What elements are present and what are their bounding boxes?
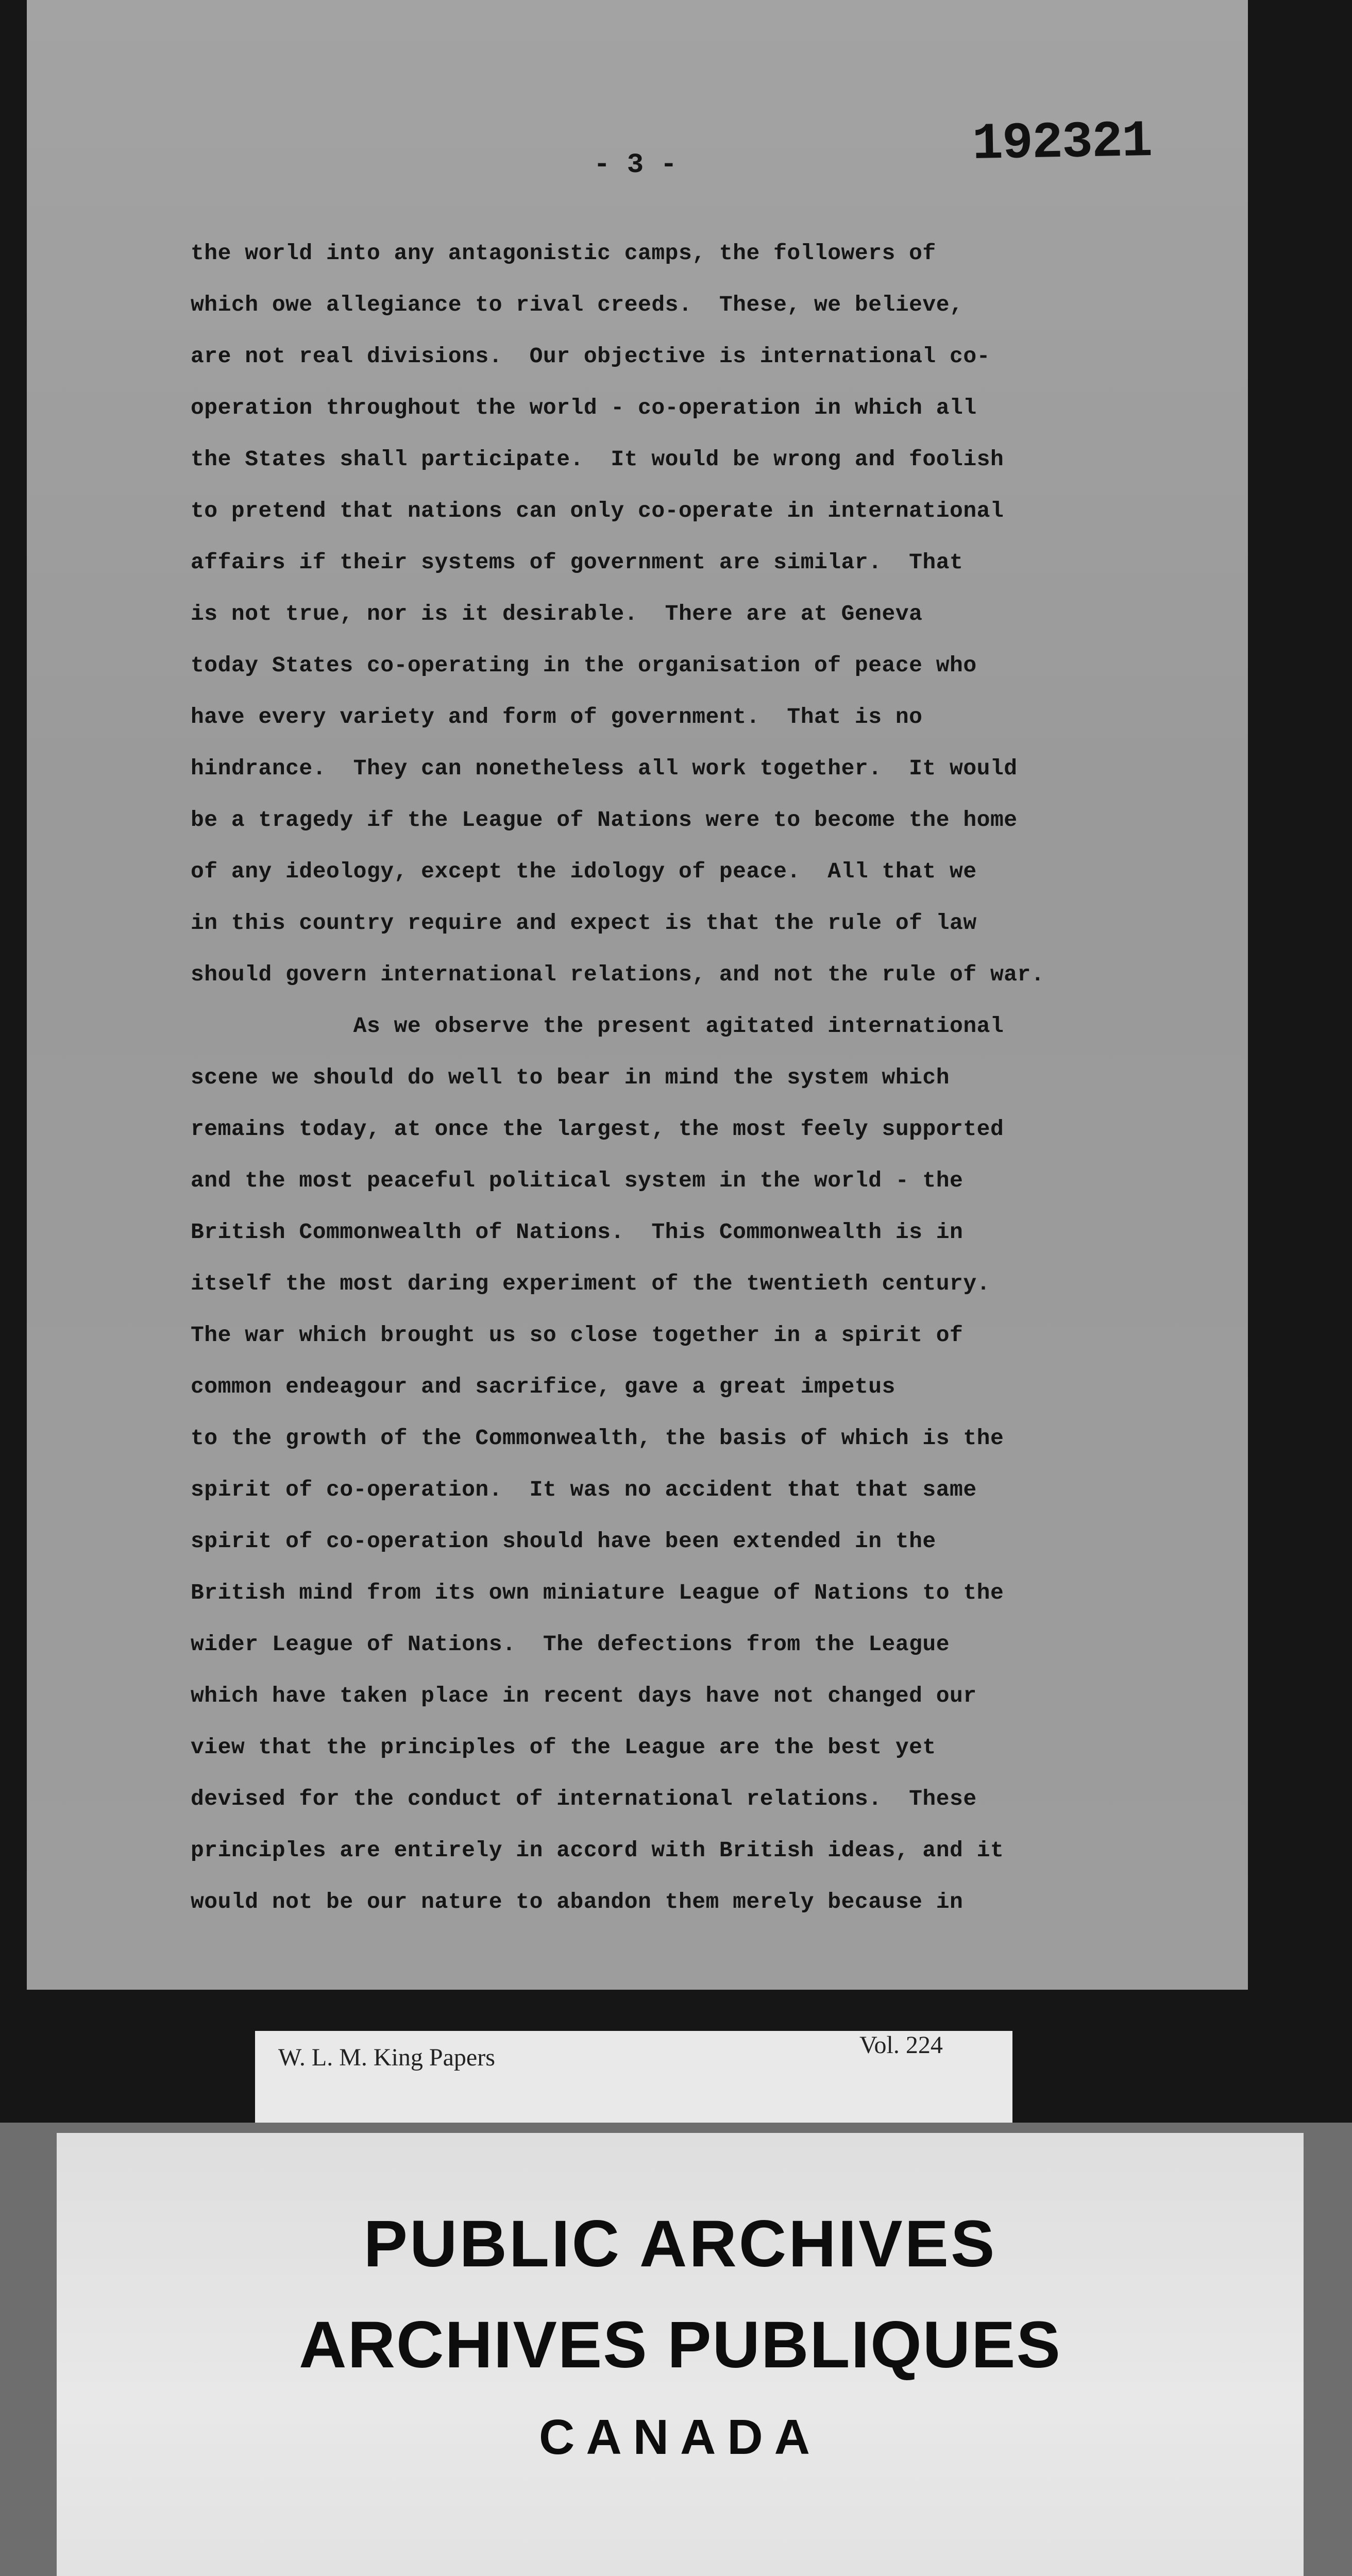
text-line: spirit of co-operation should have been extended in the xyxy=(191,1529,936,1554)
text-line: which have taken place in recent days have not changed our xyxy=(191,1683,977,1708)
typed-page xyxy=(27,0,1248,1990)
text-line: The war which brought us so close together in a spirit of xyxy=(191,1323,964,1348)
text-line: scene we should do well to bear in mind the system which xyxy=(191,1065,950,1090)
text-line: British Commonwealth of Nations. This Commonwealth is in xyxy=(191,1219,964,1245)
text-line: British mind from its own miniature League of Nations to the xyxy=(191,1580,1004,1605)
text-line: itself the most daring experiment of the twentieth century. xyxy=(191,1271,990,1296)
text-line: today States co-operating in the organisation of peace who xyxy=(191,653,977,678)
text-line: which owe allegiance to rival creeds. These, we believe, xyxy=(191,292,964,317)
text-line: in this country require and expect is that the rule of law xyxy=(191,910,977,936)
text-line: the States shall participate. It would be wrong and foolish xyxy=(191,447,1004,472)
text-line: is not true, nor is it desirable. There are at Geneva xyxy=(191,601,923,626)
text-line: should govern international relations, and not the rule of war. xyxy=(191,962,1045,987)
text-line: operation throughout the world - co-operation in which all xyxy=(191,395,977,420)
collection-name: W. L. M. King Papers xyxy=(278,2044,495,2071)
page-number: - 3 - xyxy=(594,149,678,181)
text-line: wider League of Nations. The defections from the League xyxy=(191,1632,950,1657)
text-line: affairs if their systems of government are similar. That xyxy=(191,550,964,575)
text-line: to pretend that nations can only co-operate in international xyxy=(191,498,1004,523)
text-line: devised for the conduct of international relations. These xyxy=(191,1786,977,1811)
text-line: the world into any antagonistic camps, the followers of xyxy=(191,241,936,266)
text-line: remains today, at once the largest, the most feely supported xyxy=(191,1116,1004,1142)
text-line: to the growth of the Commonwealth, the basis of which is the xyxy=(191,1426,1004,1451)
text-line: principles are entirely in accord with British ideas, and it xyxy=(191,1838,1004,1863)
text-line: spirit of co-operation. It was no accident that that same xyxy=(191,1477,977,1502)
text-line: common endeagour and sacrifice, gave a great impetus xyxy=(191,1374,895,1399)
text-line: and the most peaceful political system in the world - the xyxy=(191,1168,964,1193)
text-line: would not be our nature to abandon them merely because in xyxy=(191,1889,964,1914)
text-line: be a tragedy if the League of Nations were to become the home xyxy=(191,807,1018,833)
text-line: of any ideology, except the idology of peace. All that we xyxy=(191,859,977,884)
text-line: hindrance. They can nonetheless all work together. It would xyxy=(191,756,1018,781)
archive-card-line-1: PUBLIC ARCHIVES xyxy=(363,2207,997,2281)
text-line: As we observe the present agitated international xyxy=(191,1013,1004,1039)
text-line: are not real divisions. Our objective is international co- xyxy=(191,344,990,369)
text-line: view that the principles of the League are the best yet xyxy=(191,1735,936,1760)
serial-number: 192321 xyxy=(972,112,1153,175)
text-line: have every variety and form of government. That is no xyxy=(191,704,923,730)
volume-number: Vol. 224 xyxy=(859,2031,943,2059)
archive-card-line-2: ARCHIVES PUBLIQUES xyxy=(299,2308,1061,2382)
archive-card-line-3: CANADA xyxy=(539,2410,821,2465)
